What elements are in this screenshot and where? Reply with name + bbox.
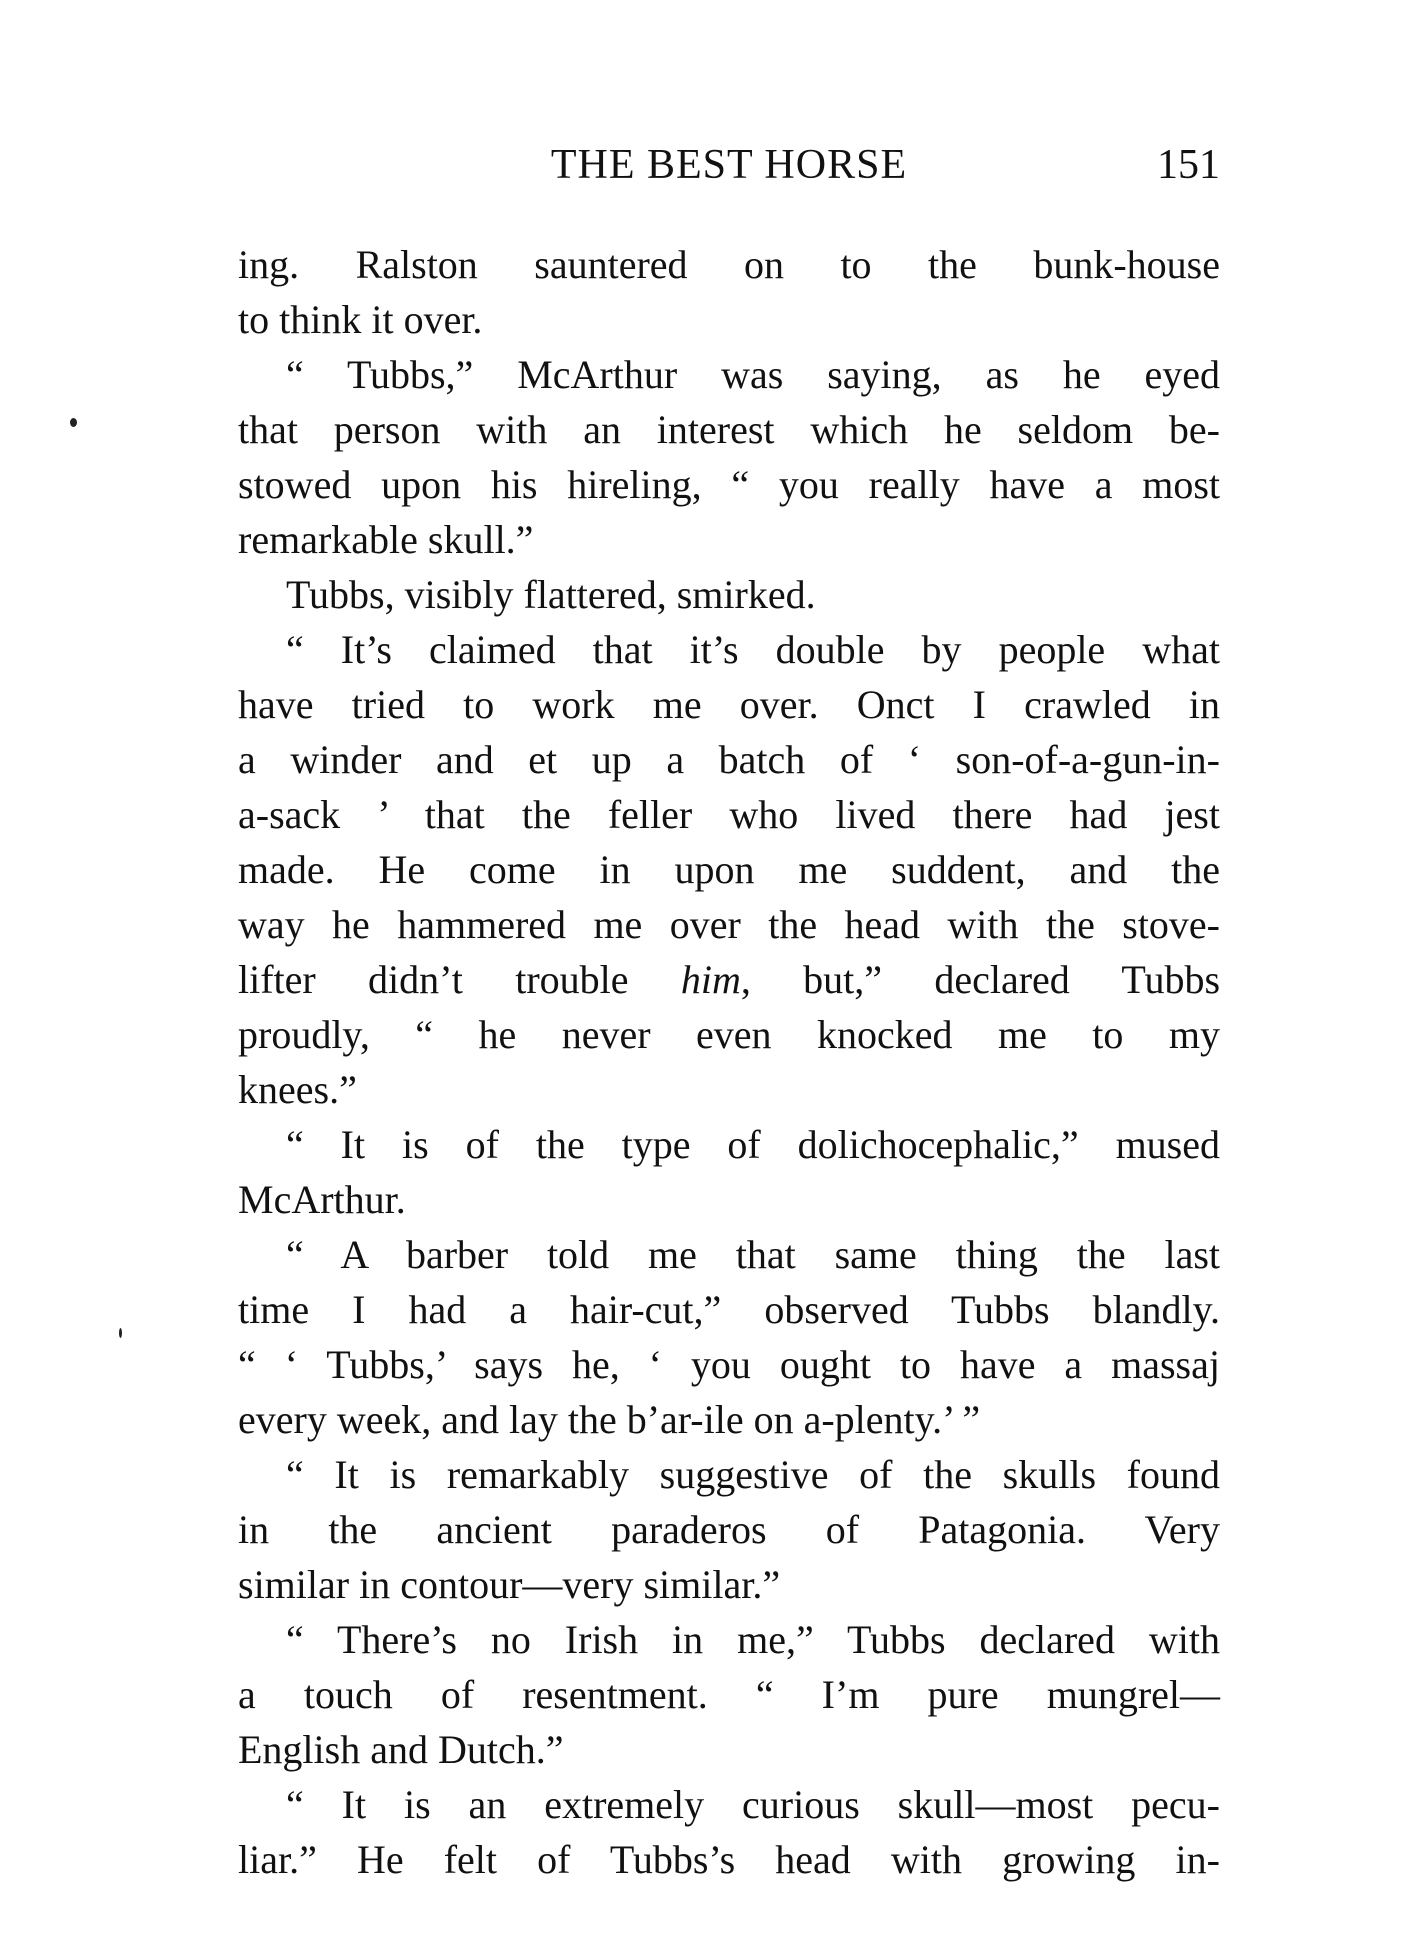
text-line: proudly, “ he never even knocked me to my: [238, 1012, 1220, 1057]
text-line: Tubbs, visibly flattered, smirked.: [286, 572, 816, 617]
text-line: “ It’s claimed that it’s double by people what: [286, 627, 1220, 672]
text-line: liar.” He felt of Tubbs’s head with growing in-: [238, 1837, 1220, 1882]
text-line: time I had a hair-cut,” observed Tubbs blandly.: [238, 1287, 1220, 1332]
text-line: to think it over.: [238, 297, 483, 342]
italic-word: him: [680, 957, 741, 1002]
text-line: a winder and et up a batch of ‘ son-of-a-gun-in-: [238, 737, 1220, 782]
text-line: a touch of resentment. “ I’m pure mungrel—: [238, 1672, 1220, 1717]
text-line: stowed upon his hireling, “ you really have a most: [238, 462, 1220, 507]
text-line: have tried to work me over. Onct I crawled in: [238, 682, 1220, 727]
text-line: remarkable skull.”: [238, 517, 534, 562]
margin-speck: [119, 1328, 122, 1338]
text-line: knees.”: [238, 1067, 357, 1112]
text-line: in the ancient paraderos of Patagonia. Very: [238, 1507, 1220, 1552]
text-line: ing. Ralston sauntered on to the bunk-house: [238, 242, 1220, 287]
text-line: every week, and lay the b’ar-ile on a-plenty.’ ”: [238, 1397, 981, 1442]
text-line: “ It is remarkably suggestive of the skulls found: [286, 1452, 1220, 1497]
text-line: made. He come in upon me suddent, and the: [238, 847, 1220, 892]
text-line: way he hammered me over the head with the stove-: [238, 902, 1220, 947]
text-line: “ It is of the type of dolichocephalic,” mused: [286, 1122, 1220, 1167]
text-line: lifter didn’t trouble him, but,” declared Tubbs: [238, 957, 1221, 1002]
running-head: [238, 140, 1220, 190]
text-line: a-sack ’ that the feller who lived there had jest: [238, 792, 1220, 837]
body-text: [238, 237, 1220, 1887]
text-line: that person with an interest which he seldom be-: [238, 407, 1220, 452]
page-number: 151: [1157, 142, 1220, 188]
text-line: “ Tubbs,” McArthur was saying, as he eyed: [286, 352, 1220, 397]
text-line: “ A barber told me that same thing the last: [286, 1232, 1220, 1277]
text-line: similar in contour—very similar.”: [238, 1562, 781, 1607]
text-line: “ ‘ Tubbs,’ says he, ‘ you ought to have a massaj: [238, 1342, 1220, 1387]
running-title: THE BEST HORSE: [550, 142, 908, 188]
text-line: “ There’s no Irish in me,” Tubbs declared with: [286, 1617, 1220, 1662]
text-line: “ It is an extremely curious skull—most pecu-: [286, 1782, 1220, 1827]
text-line: English and Dutch.”: [238, 1727, 564, 1772]
text-line: McArthur.: [238, 1177, 406, 1222]
margin-speck: [70, 418, 77, 427]
